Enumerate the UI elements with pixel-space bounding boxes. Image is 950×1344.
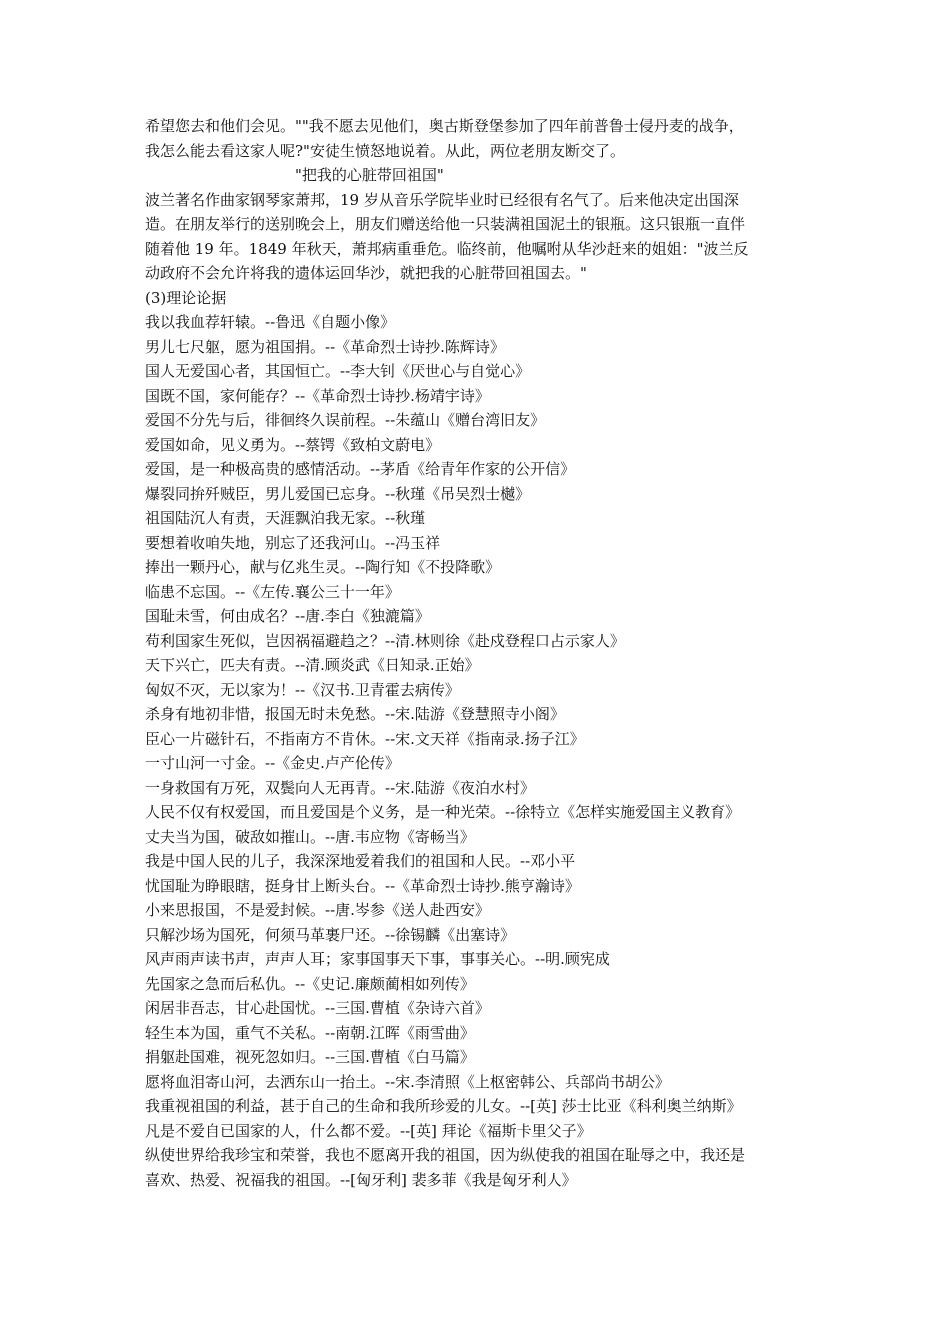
quote-line: 忧国耻为睁眼瞎，挺身甘上断头台。--《革命烈士诗抄.熊亨瀚诗》	[145, 876, 580, 895]
text-line: 造。在朋友举行的送别晚会上，朋友们赠送给他一只装满祖国泥土的银瓶。这只银瓶一直伴	[145, 215, 746, 233]
text-line: 随着他 19 年。1849 年秋天，萧邦病重垂危。临终前，他嘱咐从华沙赶来的姐姐："波兰反	[145, 239, 749, 258]
quote-line: 一寸山河一寸金。--《金史.卢产伦传》	[145, 754, 400, 772]
quote-line: 爱国如命，见义勇为。--蔡锷《致柏文蔚电》	[145, 435, 441, 454]
quote-line: 喜欢、热爱、祝福我的祖国。--[匈牙利] 裴多菲《我是匈牙利人》	[145, 1170, 577, 1189]
section-heading: "把我的心脏带回祖国"	[295, 166, 444, 184]
text-line: 我怎么能去看这家人呢?"安徒生愤怒地说着。从此，两位老朋友断交了。	[145, 141, 625, 160]
quote-line: 国人无爱国心者，其国恒亡。--李大钊《厌世心与自觉心》	[145, 362, 531, 380]
quote-line: 凡是不爱自已国家的人，什么都不爱。--[英] 拜论《福斯卡里父子》	[145, 1121, 592, 1140]
quote-line: 捐躯赴国难，视死忽如归。--三国.曹植《白马篇》	[145, 1048, 475, 1066]
quote-line: 捧出一颗丹心，献与亿兆生灵。--陶行知《不投降歌》	[145, 558, 501, 576]
quote-line: 国耻未雪，何由成名？--唐.李白《独漉篇》	[145, 607, 430, 625]
text-line: 波兰著名作曲家钢琴家萧邦，19 岁从音乐学院毕业时已经很有名气了。后来他决定出国深	[145, 190, 739, 209]
quote-line: 小来思报国，不是爱封候。--唐.岑参《送人赴西安》	[145, 901, 490, 919]
text-line: 动政府不会允许将我的遗体运回华沙，就把我的心脏带回祖国去。"	[145, 264, 587, 282]
quote-line: 人民不仅有权爱国，而且爱国是个义务，是一种光荣。--徐特立《怎样实施爱国主义教育》	[145, 803, 741, 821]
quote-line: 天下兴亡，匹夫有责。--清.顾炎武《日知录.正始》	[145, 656, 480, 674]
quote-line: 我重视祖国的利益，甚于自己的生命和我所珍爱的儿女。--[英] 莎士比亚《科利奥兰纳斯》	[145, 1097, 742, 1115]
quote-line: 爆裂同拚歼贼臣，男儿爱国已忘身。--秋瑾《吊吴烈士樾》	[145, 484, 531, 503]
text-line: 希望您去和他们会见。""我不愿去见他们，奥古斯登堡参加了四年前普鲁士侵丹麦的战争，	[145, 117, 744, 135]
quote-line: 临患不忘国。--《左传.襄公三十一年》	[145, 582, 400, 601]
quote-line: 国既不国，家何能存？--《革命烈士诗抄.杨靖宇诗》	[145, 386, 490, 405]
quote-line: 先国家之急而后私仇。--《史记.廉颇蔺相如列传》	[145, 974, 475, 993]
quote-line: 苟利国家生死似，岂因祸福避趋之？--清.林则徐《赴戍登程口占示家人》	[145, 631, 625, 650]
quote-line: 男儿七尺躯，愿为祖国捐。--《革命烈士诗抄.陈辉诗》	[145, 337, 505, 356]
quote-line: 纵使世界给我珍宝和荣誉，我也不愿离开我的祖国，因为纵使我的祖国在耻辱之中，我还是	[145, 1146, 746, 1164]
quote-line: 我是中国人民的儿子，我深深地爱着我们的祖国和人民。--邓小平	[145, 852, 576, 870]
quote-line: 臣心一片磁针石，不指南方不肯休。--宋.文天祥《指南录.扬子江》	[145, 729, 585, 748]
quote-line: 爱国不分先与后，徘徊终久误前程。--朱蕴山《赠台湾旧友》	[145, 411, 546, 429]
quote-line: 爱国，是一种极高贵的感情活动。--茅盾《给青年作家的公开信》	[145, 460, 576, 478]
quote-line: 一身救国有万死，双鬓向人无再青。--宋.陆游《夜泊水村》	[145, 778, 535, 797]
quote-line: 风声雨声读书声，声声人耳；家事国事天下事，事事关心。--明.顾宪成	[145, 950, 610, 968]
document-body	[145, 114, 815, 1192]
quote-line: 杀身有地初非惜，报国无时未免愁。--宋.陆游《登慧照寺小阁》	[145, 705, 565, 723]
section-label: (3)理论论据	[145, 288, 227, 307]
quote-line: 轻生本为国，重气不关私。--南朝.江晖《雨雪曲》	[145, 1023, 475, 1042]
quote-line: 只解沙场为国死，何须马革裹尸还。--徐锡麟《出塞诗》	[145, 925, 516, 944]
quote-line: 闲居非吾志，甘心赴国忧。--三国.曹植《杂诗六首》	[145, 999, 490, 1017]
quote-line: 要想着收咱失地，别忘了还我河山。--冯玉祥	[145, 533, 441, 552]
quote-line: 丈夫当为国，破敌如摧山。--唐.韦应物《寄畅当》	[145, 827, 475, 846]
quote-line: 匈奴不灭，无以家为！--《汉书.卫青霍去病传》	[145, 680, 460, 699]
quote-line: 我以我血荐轩辕。--鲁迅《自题小像》	[145, 313, 396, 331]
quote-line: 愿将血泪寄山河，去洒东山一抬土。--宋.李清照《上枢密韩公、兵部尚书胡公》	[145, 1072, 670, 1091]
quote-line: 祖国陆沉人有责，天涯飘泊我无家。--秋瑾	[145, 509, 426, 527]
